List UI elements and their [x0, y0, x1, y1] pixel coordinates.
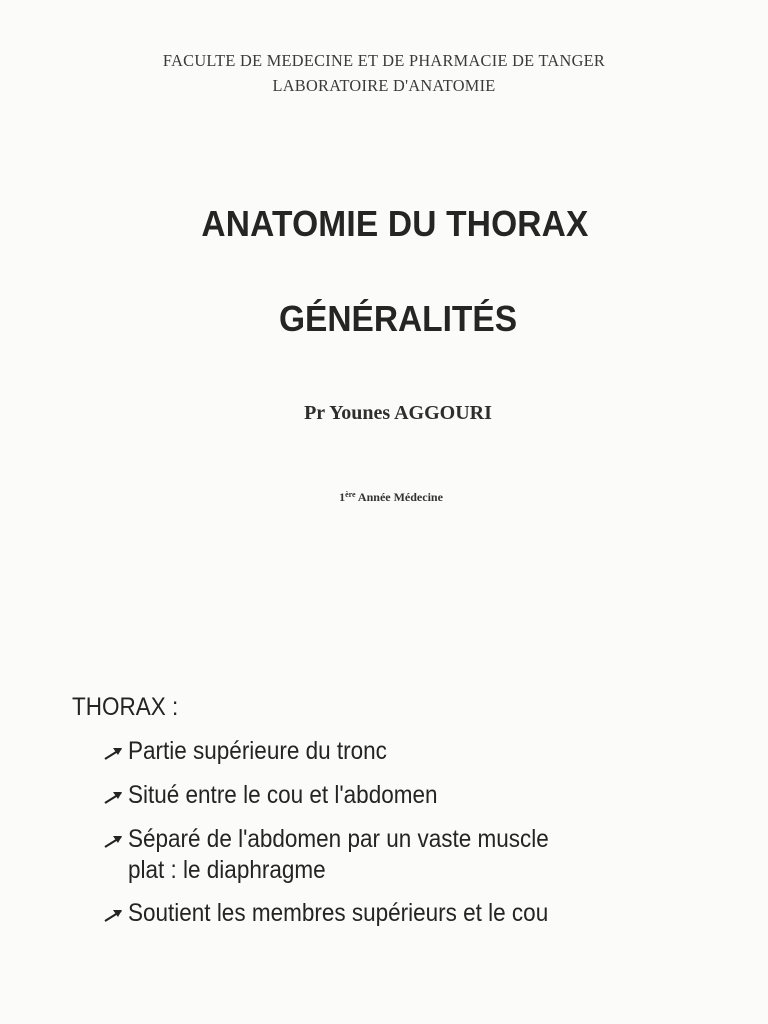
- year-ordinal: 1: [339, 490, 346, 504]
- arrow-bullet-icon: [103, 833, 127, 849]
- faculty-name: FACULTE DE MEDECINE ET DE PHARMACIE DE TANGER: [162, 51, 606, 70]
- section-title: THORAX :: [72, 693, 179, 721]
- list-item: [103, 736, 703, 767]
- arrow-bullet-icon: [103, 789, 127, 805]
- list-item: [103, 898, 703, 929]
- page-title: ANATOMIE DU THORAX: [201, 203, 589, 244]
- list-item-text: Séparé de l'abdomen par un vaste muscle plat : le diaphragme: [128, 825, 549, 884]
- arrow-bullet-icon: [103, 745, 127, 761]
- bullet-list: [103, 736, 703, 942]
- list-item: [103, 824, 703, 886]
- list-item-text: Partie supérieure du tronc: [128, 737, 387, 765]
- list-item-text: Situé entre le cou et l'abdomen: [128, 781, 438, 809]
- list-item: [103, 780, 703, 811]
- list-item-text: Soutient les membres supérieurs et le cou: [128, 899, 549, 927]
- institution-header: [0, 48, 768, 98]
- year-label: Année Médecine: [355, 490, 443, 504]
- year-ordinal-suffix: ère: [345, 490, 356, 499]
- arrow-bullet-icon: [103, 907, 127, 923]
- page-subtitle: GÉNÉRALITÉS: [278, 298, 518, 339]
- author-name: Pr Younes AGGOURI: [304, 402, 492, 424]
- laboratory-name: LABORATOIRE D'ANATOMIE: [272, 76, 496, 95]
- academic-year: [0, 490, 768, 505]
